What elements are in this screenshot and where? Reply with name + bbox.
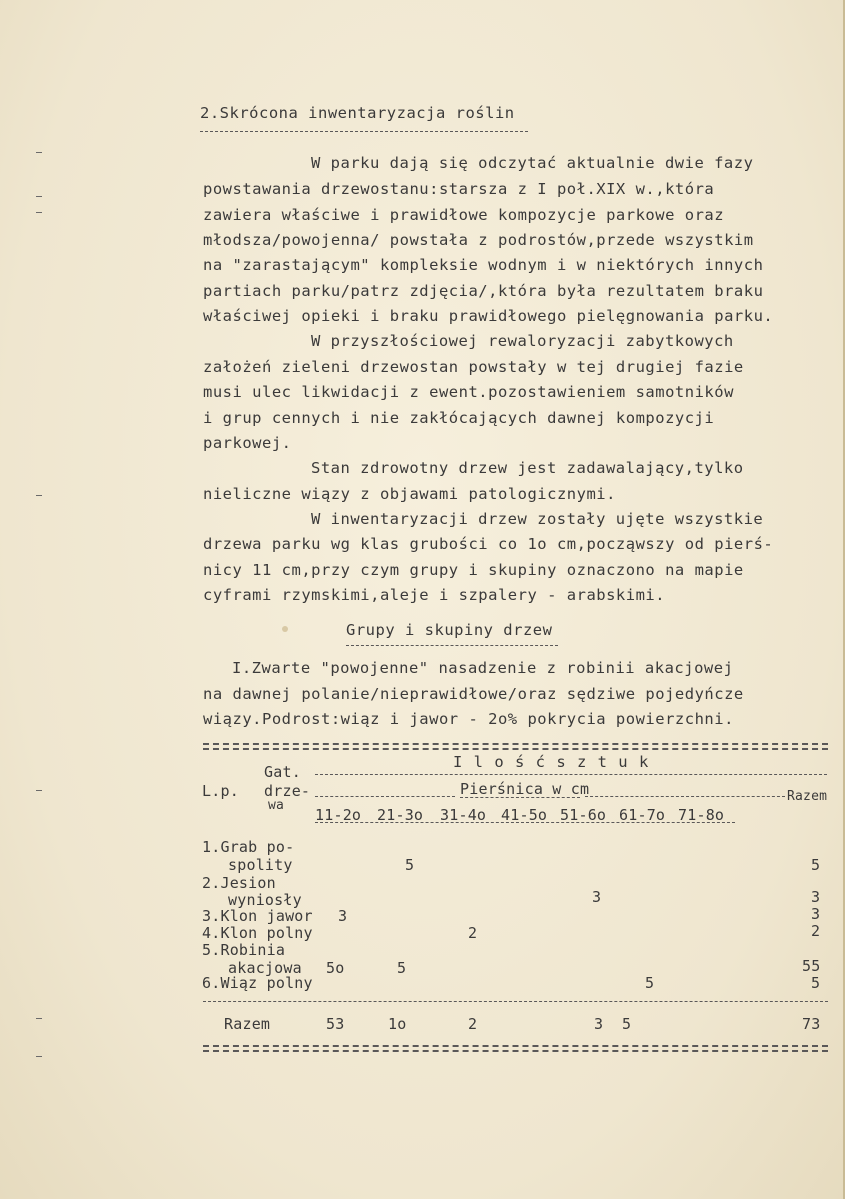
table-cell-total: 2 <box>811 922 821 940</box>
dbh-header: Pierśnica w cm <box>460 780 590 798</box>
table-cell: 2 <box>468 924 478 942</box>
dbh-underline <box>460 797 580 798</box>
class-header: 51-6o <box>560 806 607 824</box>
table-totals-rule <box>203 1001 828 1002</box>
table-cell: 5o <box>326 959 345 977</box>
total-cell-grand: 73 <box>802 1015 821 1033</box>
margin-mark <box>36 1056 42 1057</box>
total-cell: 1o <box>388 1015 407 1033</box>
table-cell: 5 <box>645 974 655 992</box>
text-line: właściwej opieki i braku prawidłowego pielęgnowania parku. <box>203 307 774 325</box>
totals-label: Razem <box>224 1015 271 1033</box>
subsection-title: Grupy i skupiny drzew <box>346 621 553 639</box>
table-cell: 5 <box>397 959 407 977</box>
table-cell-total: 5 <box>811 974 821 992</box>
text-line: nicy 11 cm,przy czym grupy i skupiny oznaczono na mapie <box>203 561 744 579</box>
table-row-name: spolity <box>228 856 293 874</box>
margin-mark <box>36 212 42 213</box>
text-line: nieliczne wiązy z objawami patologicznymi. <box>203 485 616 503</box>
class-header: 71-8o <box>678 806 725 824</box>
margin-mark <box>36 495 42 496</box>
table-bottom-rule <box>203 1045 828 1047</box>
table-row-name: 4.Klon polny <box>202 924 313 942</box>
total-cell: 53 <box>326 1015 345 1033</box>
section-title: 2.Skrócona inwentaryzacja roślin <box>200 104 515 122</box>
lp-header: L.p. <box>202 782 239 800</box>
text-line: cyframi rzymskimi,aleje i szpalery - arabskimi. <box>203 586 666 604</box>
margin-mark <box>36 1018 42 1019</box>
text-line: musi ulec likwidacji z ewent.pozostawieniem samotników <box>203 383 734 401</box>
class-header: 31-4o <box>440 806 487 824</box>
quantity-header: I l o ś ć s z t u k <box>453 753 650 771</box>
text-line: zawiera właściwe i prawidłowe kompozycje parkowe oraz <box>203 206 725 224</box>
table-top-rule <box>203 743 828 745</box>
text-line: i grup cennych i nie zakłócających dawnej kompozycji <box>203 409 715 427</box>
text-line: na "zarastającym" kompleksie wodnym i w niektórych innych <box>203 256 764 274</box>
table-cell-total: 55 <box>802 957 821 975</box>
table-row-name: akacjowa <box>228 959 302 977</box>
table-row-name: 3.Klon jawor <box>202 907 313 925</box>
text-line: założeń zieleni drzewostan powstały w tej drugiej fazie <box>203 358 744 376</box>
species-header: drze- <box>264 782 311 800</box>
total-header: Razem <box>787 789 828 804</box>
table-row-name: 5.Robinia <box>202 941 286 959</box>
margin-mark <box>36 152 42 153</box>
header-rule <box>315 774 827 775</box>
paper-stain <box>282 626 288 632</box>
species-header: Gat. <box>264 763 301 781</box>
total-cell: 2 <box>468 1015 478 1033</box>
group-description-line: I.Zwarte "powojenne" nasadzenie z robinii akacjowej <box>232 659 734 677</box>
text-line: parkowej. <box>203 434 292 452</box>
class-header: 61-7o <box>619 806 666 824</box>
subtitle-underline <box>346 645 558 646</box>
table-row-name: wyniosły <box>228 891 302 909</box>
table-cell: 3 <box>592 888 602 906</box>
margin-mark <box>36 790 42 791</box>
table-cell-total: 5 <box>811 856 821 874</box>
table-row-name: 2.Jesion <box>202 874 276 892</box>
text-line: W przyszłościowej rewaloryzacji zabytkowych <box>311 332 734 350</box>
margin-mark <box>36 196 42 197</box>
species-header: wa <box>268 798 285 813</box>
total-cell: 3 <box>594 1015 604 1033</box>
text-line: W inwentaryzacji drzew zostały ujęte wszystkie <box>311 510 764 528</box>
header-rule <box>585 796 785 797</box>
table-row-name: 1.Grab po- <box>202 838 295 856</box>
title-underline <box>200 131 528 132</box>
header-bottom-rule <box>315 822 735 823</box>
table-row-name: 6.Wiąz polny <box>202 974 313 992</box>
class-header: 11-2o <box>315 806 362 824</box>
table-cell-total: 3 <box>811 888 821 906</box>
class-header: 21-3o <box>377 806 424 824</box>
group-description-line: wiązy.Podrost:wiąz i jawor - 2o% pokrycia powierzchni. <box>203 710 734 728</box>
text-line: W parku dają się odczytać aktualnie dwie fazy <box>311 154 754 172</box>
text-line: partiach parku/patrz zdjęcia/,która była rezultatem braku <box>203 282 764 300</box>
table-cell: 3 <box>338 907 348 925</box>
group-description-line: na dawnej polanie/nieprawidłowe/oraz sędziwe pojedyńcze <box>203 685 744 703</box>
text-line: powstawania drzewostanu:starsza z I poł.XIX w.,która <box>203 180 715 198</box>
text-line: drzewa parku wg klas grubości co 1o cm,począwszy od pierś- <box>203 535 774 553</box>
text-line: Stan zdrowotny drzew jest zadawalający,tylko <box>311 459 744 477</box>
table-cell-total: 3 <box>811 905 821 923</box>
class-header: 41-5o <box>501 806 548 824</box>
total-cell: 5 <box>622 1015 632 1033</box>
text-line: młodsza/powojenna/ powstała z podrostów,przede wszystkim <box>203 231 754 249</box>
header-rule <box>315 796 455 797</box>
table-cell: 5 <box>405 856 415 874</box>
